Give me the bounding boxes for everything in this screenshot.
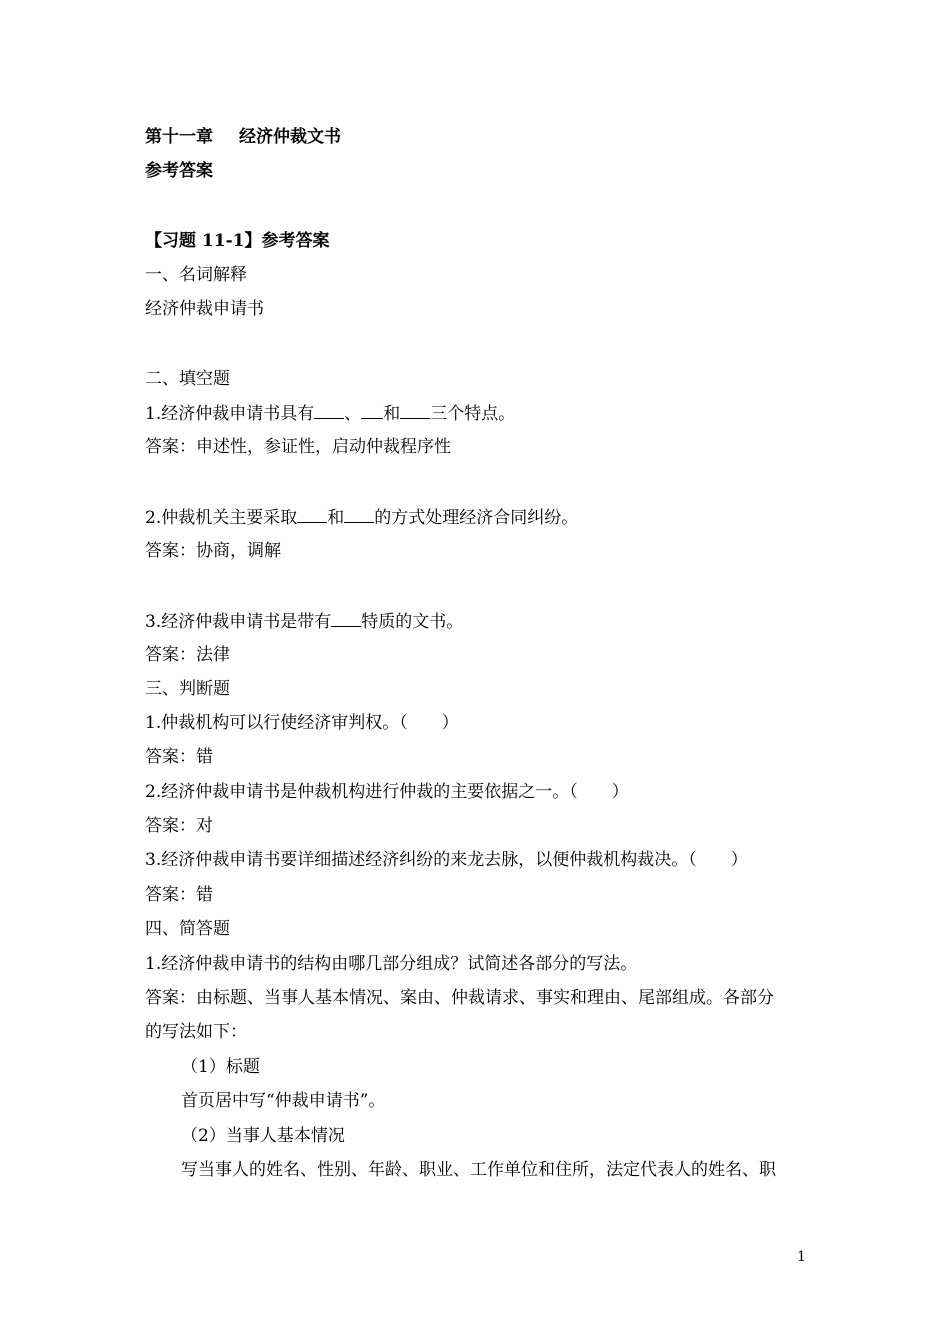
fill-question-3: 3.经济仲裁申请书是带有 特质的文书。 [145,612,464,632]
short-answer-line-2: 的写法如下： [145,1022,247,1042]
section2-heading: 二、填空题 [145,369,230,389]
blank-field [331,610,361,627]
blank-field [400,402,430,419]
fill-answer-3: 答案：法律 [145,645,230,665]
fill-question-2: 2.仲裁机关主要采取 和 的方式处理经济合同纠纷。 [145,508,579,528]
judge-answer-3: 答案：错 [145,885,213,905]
section3-heading: 三、判断题 [145,679,230,699]
chapter-heading [145,126,341,148]
section4-heading: 四、简答题 [145,919,230,939]
judge-question-3: 3.经济仲裁申请书要详细描述经济纠纷的来龙去脉，以便仲裁机构裁决。（ ） [145,850,748,870]
blank-field [314,402,344,419]
chapter-title: 经济仲裁文书 [239,127,341,147]
section1-heading: 一、名词解释 [145,265,247,285]
answer-item-1-title: （1）标题 [181,1057,260,1077]
judge-question-1: 1.仲裁机构可以行使经济审判权。（ ） [145,713,459,733]
fill-answer-2: 答案：协商，调解 [145,541,281,561]
page-number: 1 [797,1249,806,1265]
blank-field [344,506,374,523]
exercise-title: 【习题 11-1】参考答案 [145,231,330,251]
fill-answer-1: 答案：申述性，参证性，启动仲裁程序性 [145,437,451,457]
section1-term: 经济仲裁申请书 [145,299,264,319]
blank-field [297,506,327,523]
blank-field [361,402,383,419]
answer-item-2-title: （2）当事人基本情况 [181,1126,345,1146]
answer-item-1-text: 首页居中写“仲裁申请书”。 [181,1091,386,1111]
judge-answer-1: 答案：错 [145,747,213,767]
short-question-1: 1.经济仲裁申请书的结构由哪几部分组成？试简述各部分的写法。 [145,954,638,974]
judge-answer-2: 答案：对 [145,816,213,836]
answer-item-2-text: 写当事人的姓名、性别、年龄、职业、工作单位和住所，法定代表人的姓名、职 [181,1160,776,1180]
chapter-number: 第十一章 [145,127,213,147]
judge-question-2: 2.经济仲裁申请书是仲裁机构进行仲裁的主要依据之一。（ ） [145,782,629,802]
fill-question-1: 1.经济仲裁申请书具有 、 和 三个特点。 [145,404,516,424]
short-answer-line-1: 答案：由标题、当事人基本情况、案由、仲裁请求、事实和理由、尾部组成。各部分 [145,988,774,1008]
document-subtitle: 参考答案 [145,161,213,181]
